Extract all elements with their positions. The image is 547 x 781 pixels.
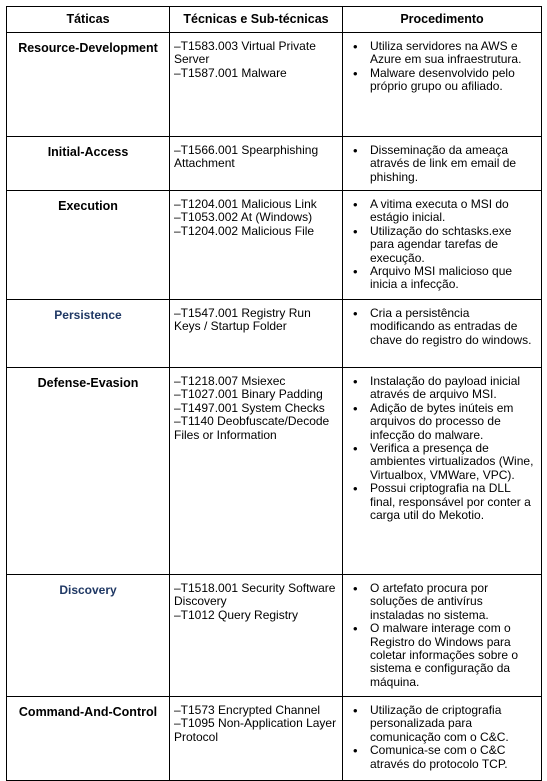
- procedimento-cell: [343, 697, 542, 781]
- procedimento-item: • Verifica a presença de ambientes virtualizados (Wine, Virtualbox, VMWare, VPC).: [349, 442, 535, 482]
- tecnica-item: –T1587.001 Malware: [174, 65, 287, 80]
- procedimento-item: • Utilização do schtasks.exe para agendar tarefas de execução.: [349, 225, 535, 265]
- tatica-cell: Command-And-Control: [7, 697, 170, 781]
- tatica-cell: Resource-Development: [7, 33, 170, 137]
- tecnica-item: –T1012 Query Registry: [174, 607, 299, 622]
- tatica-cell: Discovery: [7, 575, 170, 697]
- procedimento-list: [349, 40, 535, 94]
- table-row: [7, 191, 542, 300]
- tecnicas-cell: [170, 33, 343, 137]
- tecnica-item: –T1204.002 Malicious File: [174, 223, 315, 238]
- table-row: [7, 575, 542, 697]
- tecnica-item: –T1027.001 Binary Padding: [174, 387, 323, 402]
- tecnica-item: –T1497.001 System Checks: [174, 400, 325, 415]
- header-row: [7, 7, 542, 33]
- table-row: [7, 33, 542, 137]
- procedimento-item: • Instalação do payload inicial através de arquivo MSI.: [349, 375, 535, 402]
- procedimento-item: • Possui criptografia na DLL final, responsável por conter a carga util do Mekotio.: [349, 482, 535, 522]
- procedimento-item: • Cria a persistência modificando as entradas de chave do registro do windows.: [349, 307, 535, 347]
- tecnicas-cell: [170, 137, 343, 191]
- tecnica-item: –T1053.002 At (Windows): [174, 210, 313, 225]
- table-row: [7, 137, 542, 191]
- procedimento-item: • Malware desenvolvido pelo próprio grupo ou afiliado.: [349, 67, 535, 94]
- tecnica-item: –T1204.001 Malicious Link: [174, 197, 317, 211]
- table-row: [7, 300, 542, 368]
- procedimento-item: • Arquivo MSI malicioso que inicia a infecção.: [349, 265, 535, 292]
- tatica-cell: Persistence: [7, 300, 170, 368]
- procedimento-item: • Comunica-se com o C&C através do protocolo TCP.: [349, 744, 535, 771]
- tecnica-item: –T1583.003 Virtual Private Server: [174, 39, 316, 67]
- tatica-cell: Defense-Evasion: [7, 368, 170, 575]
- tecnica-item: –T1140 Deobfuscate/Decode Files or Information: [174, 414, 330, 442]
- procedimento-list: [349, 582, 535, 689]
- procedimento-item: • A vitima executa o MSI do estágio inicial.: [349, 198, 535, 225]
- procedimento-item: • Utiliza servidores na AWS e Azure em sua infraestrutura.: [349, 40, 535, 67]
- tecnica-item: –T1573 Encrypted Channel: [174, 703, 321, 717]
- tecnicas-cell: [170, 300, 343, 368]
- tecnica-item: –T1547.001 Registry Run Keys / Startup Folder: [174, 306, 311, 334]
- procedimento-cell: [343, 368, 542, 575]
- procedimento-list: [349, 144, 535, 184]
- procedimento-item: • O artefato procura por soluções de antivírus instaladas no sistema.: [349, 582, 535, 622]
- procedimento-item: • O malware interage com o Registro do Windows para coletar informações sobre o sistema e configuração da máquina.: [349, 622, 535, 689]
- tatica-cell: Initial-Access: [7, 137, 170, 191]
- tecnica-item: –T1095 Non-Application Layer Protocol: [174, 716, 337, 744]
- procedimento-cell: [343, 575, 542, 697]
- procedimento-item: • Adição de bytes inúteis em arquivos do processo de infecção do malware.: [349, 402, 535, 442]
- procedimento-item: • Disseminação da ameaça através de link em email de phishing.: [349, 144, 535, 184]
- procedimento-cell: [343, 33, 542, 137]
- table-row: [7, 368, 542, 575]
- procedimento-list: [349, 307, 535, 347]
- mitre-table-container: [6, 6, 541, 781]
- tecnicas-cell: [170, 191, 343, 300]
- header-taticas: Táticas: [7, 7, 170, 33]
- procedimento-list: [349, 375, 535, 522]
- tecnicas-cell: [170, 575, 343, 697]
- procedimento-list: [349, 198, 535, 292]
- tecnica-item: –T1518.001 Security Software Discovery: [174, 581, 336, 609]
- mitre-attack-table: [6, 6, 542, 781]
- procedimento-list: [349, 704, 535, 771]
- procedimento-cell: [343, 137, 542, 191]
- tecnicas-cell: [170, 368, 343, 575]
- table-row: [7, 697, 542, 781]
- tecnicas-cell: [170, 697, 343, 781]
- header-tecnicas: Técnicas e Sub-técnicas: [170, 7, 343, 33]
- tatica-cell: Execution: [7, 191, 170, 300]
- tecnica-item: –T1218.007 Msiexec: [174, 374, 286, 388]
- procedimento-item: • Utilização de criptografia personalizada para comunicação com o C&C.: [349, 704, 535, 744]
- header-procedimento: Procedimento: [343, 7, 542, 33]
- tecnica-item: –T1566.001 Spearphishing Attachment: [174, 143, 319, 171]
- procedimento-cell: [343, 300, 542, 368]
- procedimento-cell: [343, 191, 542, 300]
